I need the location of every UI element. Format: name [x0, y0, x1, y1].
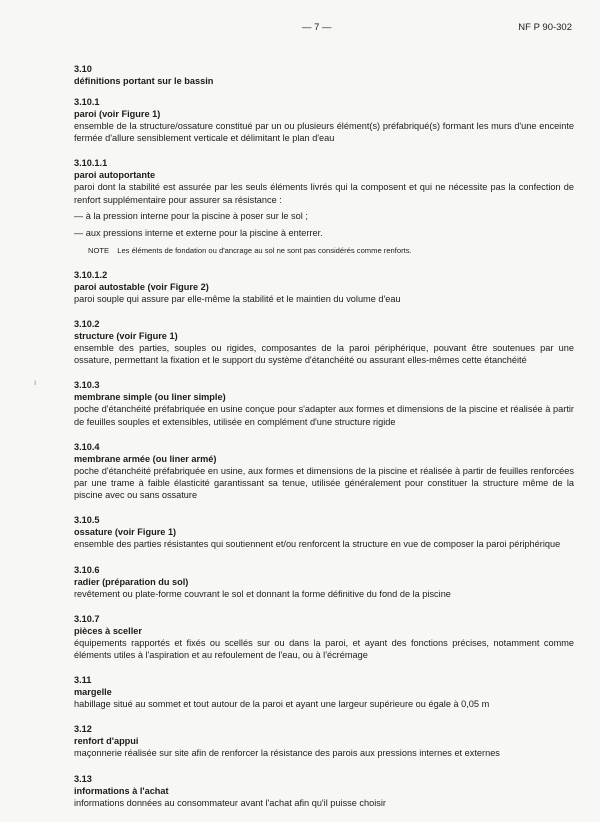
section-3-12	[74, 723, 574, 759]
list-item: — à la pression interne pour la piscine à poser sur le sol ;	[74, 210, 308, 221]
section-definition: paroi souple qui assure par elle-même la stabilité et le maintien du volume d'eau	[74, 293, 401, 304]
note	[74, 245, 574, 256]
section-number: 3.10.2	[74, 319, 100, 330]
section-number: 3.10.1	[74, 97, 100, 107]
section-3-10-1	[74, 96, 574, 144]
section-definition: revêtement ou plate-forme couvrant le sol et donnant la forme définitive du fond de la piscine	[74, 588, 451, 599]
section-number: 3.10.1.2	[74, 269, 108, 280]
section-term: margelle	[74, 687, 112, 698]
section-definition: poche d'étanchéité préfabriquée en usine conçue pour s'adapter aux formes et dimensions de la piscine et réalisée à partir de feuilles souples et extensibles, utilisée en complément d'une structure rigide	[74, 404, 574, 427]
section-number: 3.11	[74, 675, 92, 686]
section-definition: maçonnerie réalisée sur site afin de renforcer la résistance des parois aux pressions internes et externes	[74, 748, 500, 759]
section-definition: paroi dont la stabilité est assurée par les seuls éléments livrés qui la composent et qui ne nécessite pas la confection de renfort supplémentaire pour assurer sa résistance :	[74, 182, 574, 205]
section-number: 3.10.4	[74, 441, 100, 452]
section-3-10-1-2	[74, 269, 574, 305]
standard-reference: NF P 90-302	[518, 22, 572, 33]
section-term: renfort d'appui	[74, 736, 139, 747]
section-definition: équipements rapportés et fixés ou scellés sur ou dans la paroi, et ayant des fonctions précises, notamment comme éléments utiles à l'aspiration et au refoulement de l'eau, ou à l'écrémage	[74, 637, 574, 661]
note-text: Les éléments de fondation ou d'ancrage au sol ne sont pas considérés comme renforts.	[117, 245, 412, 255]
section-number: 3.10.3	[74, 380, 100, 391]
section-3-10	[74, 63, 574, 87]
section-3-10-1-1	[74, 157, 574, 255]
section-term: membrane simple (ou liner simple)	[74, 392, 226, 403]
section-definition: ensemble des parties résistantes qui soutiennent et/ou renforcent la structure en vue de composer la paroi périphérique	[74, 539, 561, 550]
note-label: NOTE	[88, 245, 110, 255]
section-number: 3.10.1.1	[74, 158, 108, 169]
section-number: 3.12	[74, 724, 92, 735]
section-3-10-4	[74, 441, 574, 502]
section-number: 3.13	[74, 773, 92, 784]
section-definition: ensemble des parties, souples ou rigides, composantes de la paroi périphérique, pouvant être soutenues par une ossature, permettant la fixation et le support du système d'étanchéité ou assurant elles-mêmes cette étanchéité	[74, 343, 574, 366]
page-header	[0, 22, 600, 36]
section-term: paroi autoportante	[74, 170, 156, 181]
section-number: 3.10.6	[74, 564, 100, 575]
section-definition: poche d'étanchéité préfabriquée en usine, aux formes et dimensions de la piscine et réalisée à partir de feuilles renforcées par une trame à faible élasticité garantissant sa tenue, utilisée généralement pour constituer la structure même de la piscine avec ou sans ossature	[74, 465, 574, 501]
section-term: radier (préparation du sol)	[74, 576, 189, 587]
section-term: ossature (voir Figure 1)	[74, 527, 177, 538]
section-term: structure (voir Figure 1)	[74, 331, 178, 342]
section-number: 3.10.5	[74, 515, 100, 526]
margin-mark: ı	[34, 378, 37, 387]
section-term: informations à l'achat	[74, 785, 169, 796]
section-3-10-2	[74, 318, 574, 366]
page-number: — 7 —	[302, 22, 332, 33]
section-3-10-7	[74, 613, 574, 661]
section-definition: informations données au consommateur avant l'achat afin qu'il puisse choisir	[74, 797, 386, 808]
section-term: membrane armée (ou liner armé)	[74, 453, 217, 464]
list-item: — aux pressions interne et externe pour la piscine à enterrer.	[74, 227, 323, 238]
section-term: définitions portant sur le bassin	[74, 76, 214, 86]
section-term: paroi autostable (voir Figure 2)	[74, 281, 209, 292]
section-3-11	[74, 674, 574, 710]
section-term: paroi (voir Figure 1)	[74, 109, 161, 119]
section-term: pièces à sceller	[74, 625, 142, 636]
document-body	[74, 63, 574, 822]
section-3-10-3	[74, 379, 574, 427]
section-definition: ensemble de la structure/ossature constitué par un ou plusieurs élément(s) préfabriqué(s) formant les murs d'une enceinte fermée d'allure sensiblement verticale et délimitant le plan d'eau	[74, 121, 574, 144]
section-3-10-5	[74, 514, 574, 550]
section-number: 3.10.7	[74, 613, 100, 624]
section-3-10-6	[74, 564, 574, 600]
section-3-13	[74, 773, 574, 809]
section-number: 3.10	[74, 64, 92, 74]
section-definition: habillage situé au sommet et tout autour de la paroi et ayant une largeur supérieure ou égale à 0,05 m	[74, 699, 490, 710]
